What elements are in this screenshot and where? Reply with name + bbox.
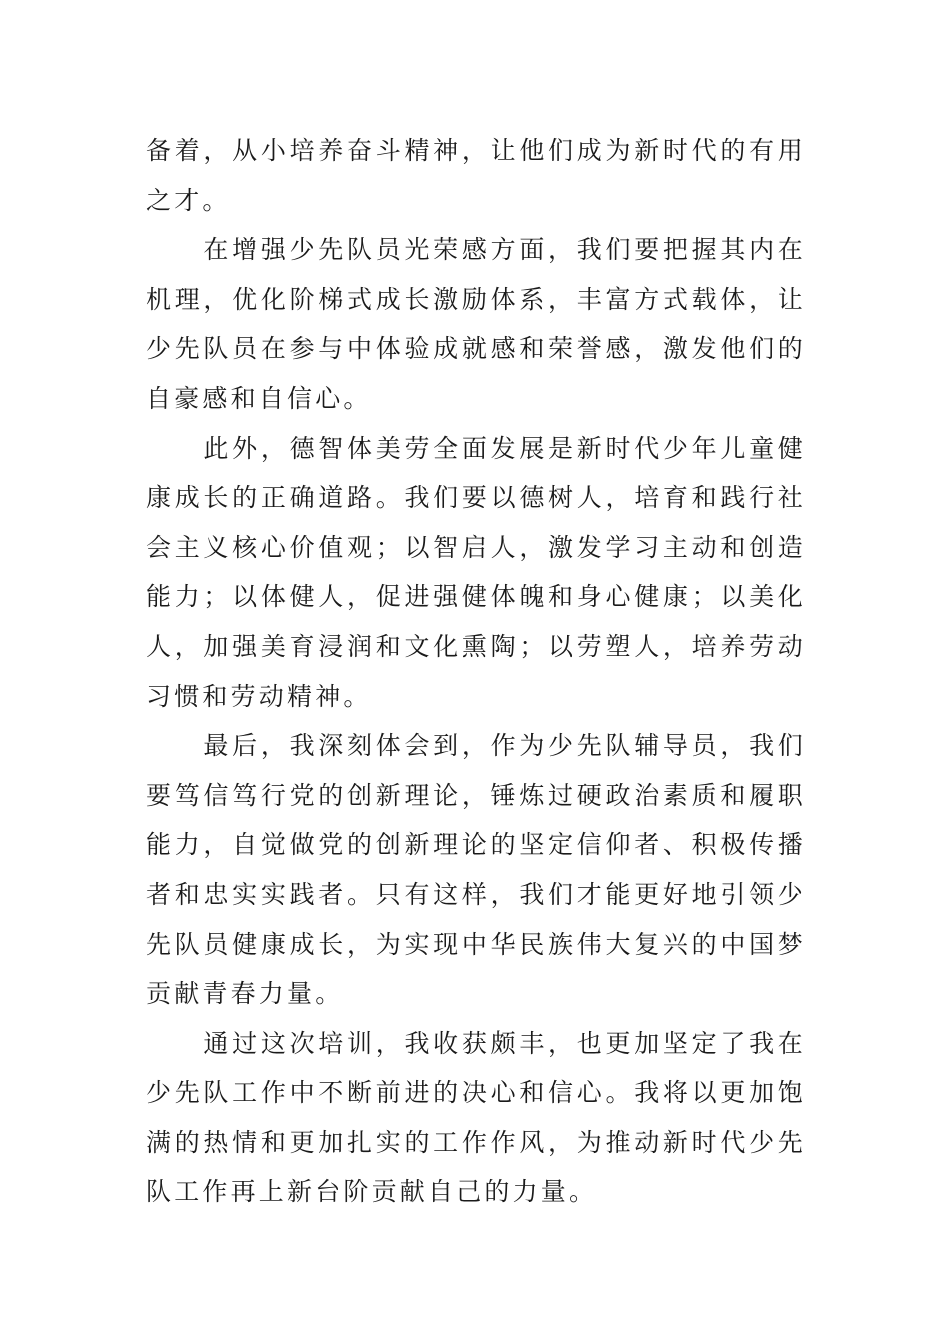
paragraph-counselor-role: 最后，我深刻体会到，作为少先队辅导员，我们要笃信笃行党的创新理论，锤炼过硬政治素质和履职能力，自觉做党的创新理论的坚定信仰者、积极传播者和忠实实践者。只有这样，我们才能更好地引领少先队员健康成长，为实现中华民族伟大复兴的中国梦贡献青春力量。 (146, 731, 806, 1009)
paragraph-continuation: 备着，从小培养奋斗精神，让他们成为新时代的有用之才。 (146, 136, 806, 215)
paragraph-all-round-development: 此外，德智体美劳全面发展是新时代少年儿童健康成长的正确道路。我们要以德树人，培育和践行社会主义核心价值观；以智启人，激发学习主动和创造能力；以体健人，促进强健体魄和身心健康；以美化人，加强美育浸润和文化熏陶；以劳塑人，培养劳动习惯和劳动精神。 (146, 433, 806, 711)
paragraph-honor: 在增强少先队员光荣感方面，我们要把握其内在机理，优化阶梯式成长激励体系，丰富方式载体，让少先队员在参与中体验成就感和荣誉感，激发他们的自豪感和自信心。 (146, 235, 806, 413)
document-body (146, 126, 806, 1217)
paragraph-conclusion: 通过这次培训，我收获颇丰，也更加坚定了我在少先队工作中不断前进的决心和信心。我将以更加饱满的热情和更加扎实的工作作风，为推动新时代少先队工作再上新台阶贡献自己的力量。 (146, 1028, 806, 1207)
